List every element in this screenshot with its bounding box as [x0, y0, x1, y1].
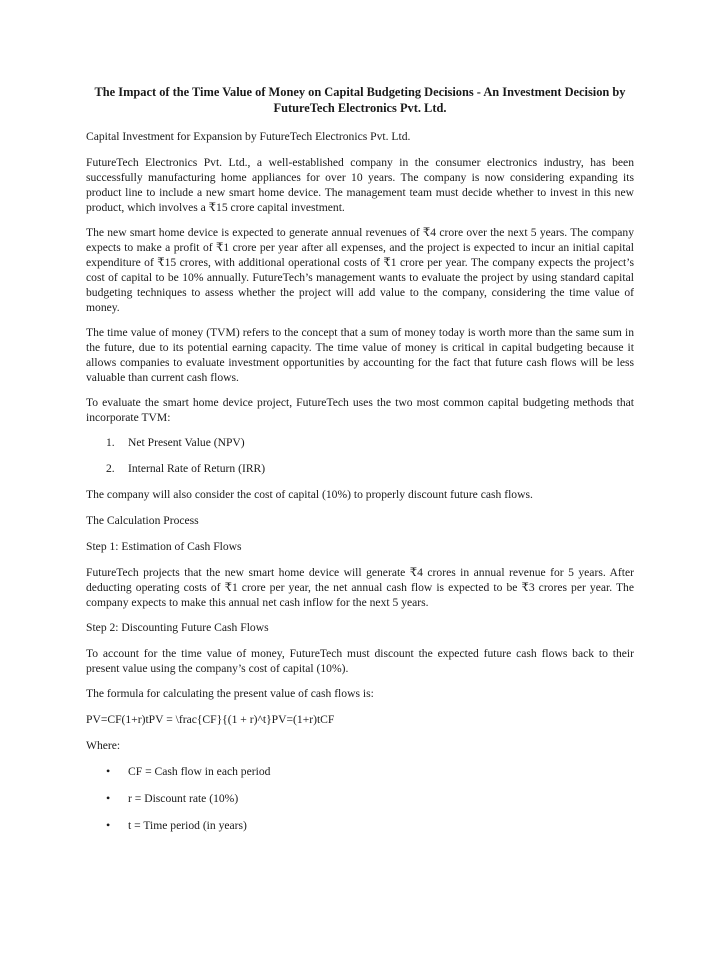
- list-number: 2.: [106, 462, 115, 475]
- list-item-label: Internal Rate of Return (IRR): [128, 462, 266, 475]
- list-item-label: CF = Cash flow in each period: [128, 765, 271, 778]
- list-item: [86, 435, 634, 450]
- paragraph-methods-intro: To evaluate the smart home device project, FutureTech uses the two most common capital budgeting methods that incorporate TVM:: [86, 396, 634, 424]
- section-heading-calculation: The Calculation Process: [86, 514, 199, 527]
- list-item-label: t = Time period (in years): [128, 819, 247, 832]
- list-item: [86, 791, 634, 806]
- subtitle: Capital Investment for Expansion by FutureTech Electronics Pvt. Ltd.: [86, 130, 411, 143]
- step-heading-1: Step 1: Estimation of Cash Flows: [86, 540, 242, 553]
- list-item: [86, 818, 634, 833]
- step-heading-2: Step 2: Discounting Future Cash Flows: [86, 621, 269, 634]
- variables-list: [86, 764, 634, 833]
- paragraph-cash-flows: FutureTech projects that the new smart home device will generate ₹4 crores in annual revenue for 5 years. After deducting operating costs of ₹1 crore per year, the net annual cash flow is expected to be ₹3 crores per year. The company expects to make this annual net cash inflow for the next 5 years.: [86, 566, 634, 609]
- paragraph-discounting: To account for the time value of money, FutureTech must discount the expected future cash flows back to their present value using the company’s cost of capital (10%).: [86, 647, 634, 675]
- bullet-icon: •: [106, 764, 111, 778]
- paragraph-company-intro: FutureTech Electronics Pvt. Ltd., a well-established company in the consumer electronics industry, has been successfully manufacturing home appliances for over 10 years. The company is now considering expanding its product line to include a new smart home device. The management team must decide whether to invest in this new product, which involves a ₹15 crore capital investment.: [86, 156, 634, 214]
- paragraph-formula-intro: The formula for calculating the present value of cash flows is:: [86, 687, 374, 700]
- bullet-icon: •: [106, 791, 111, 805]
- list-item: [86, 764, 634, 779]
- list-number: 1.: [106, 436, 115, 449]
- paragraph-tvm-definition: The time value of money (TVM) refers to the concept that a sum of money today is worth more than the same sum in the future, due to its potential earning capacity. The time value of money is critical in capital budgeting because it allows companies to evaluate investment opportunities by accounting for the fact that future cash flows will be less valuable than current cash flows.: [86, 326, 634, 384]
- formula: PV=CF(1+r)tPV = \frac{CF}{(1 + r)^t}PV=(1+r)tCF: [86, 713, 335, 726]
- list-item-label: r = Discount rate (10%): [128, 792, 239, 805]
- methods-list: [86, 435, 634, 476]
- paragraph-project-details: The new smart home device is expected to generate annual revenues of ₹4 crore over the next 5 years. The company expects to make a profit of ₹1 crore per year after all expenses, and the project is expected to incur an initial capital expenditure of ₹15 crores, with additional operational costs of ₹1 crore per year. The company expects the project’s cost of capital to be 10% annually. FutureTech’s management wants to evaluate the project by using standard capital budgeting techniques to assess whether the project will add value to the company, considering the time value of money.: [86, 226, 634, 314]
- document-title: The Impact of the Time Value of Money on Capital Budgeting Decisions - An Investment Decision by FutureTech Electronics Pvt. Ltd.: [94, 85, 626, 115]
- bullet-icon: •: [106, 818, 111, 832]
- where-label: Where:: [86, 739, 121, 752]
- list-item-label: Net Present Value (NPV): [128, 436, 245, 449]
- paragraph-cost-of-capital: The company will also consider the cost of capital (10%) to properly discount future cash flows.: [86, 488, 533, 501]
- list-item: [86, 461, 634, 476]
